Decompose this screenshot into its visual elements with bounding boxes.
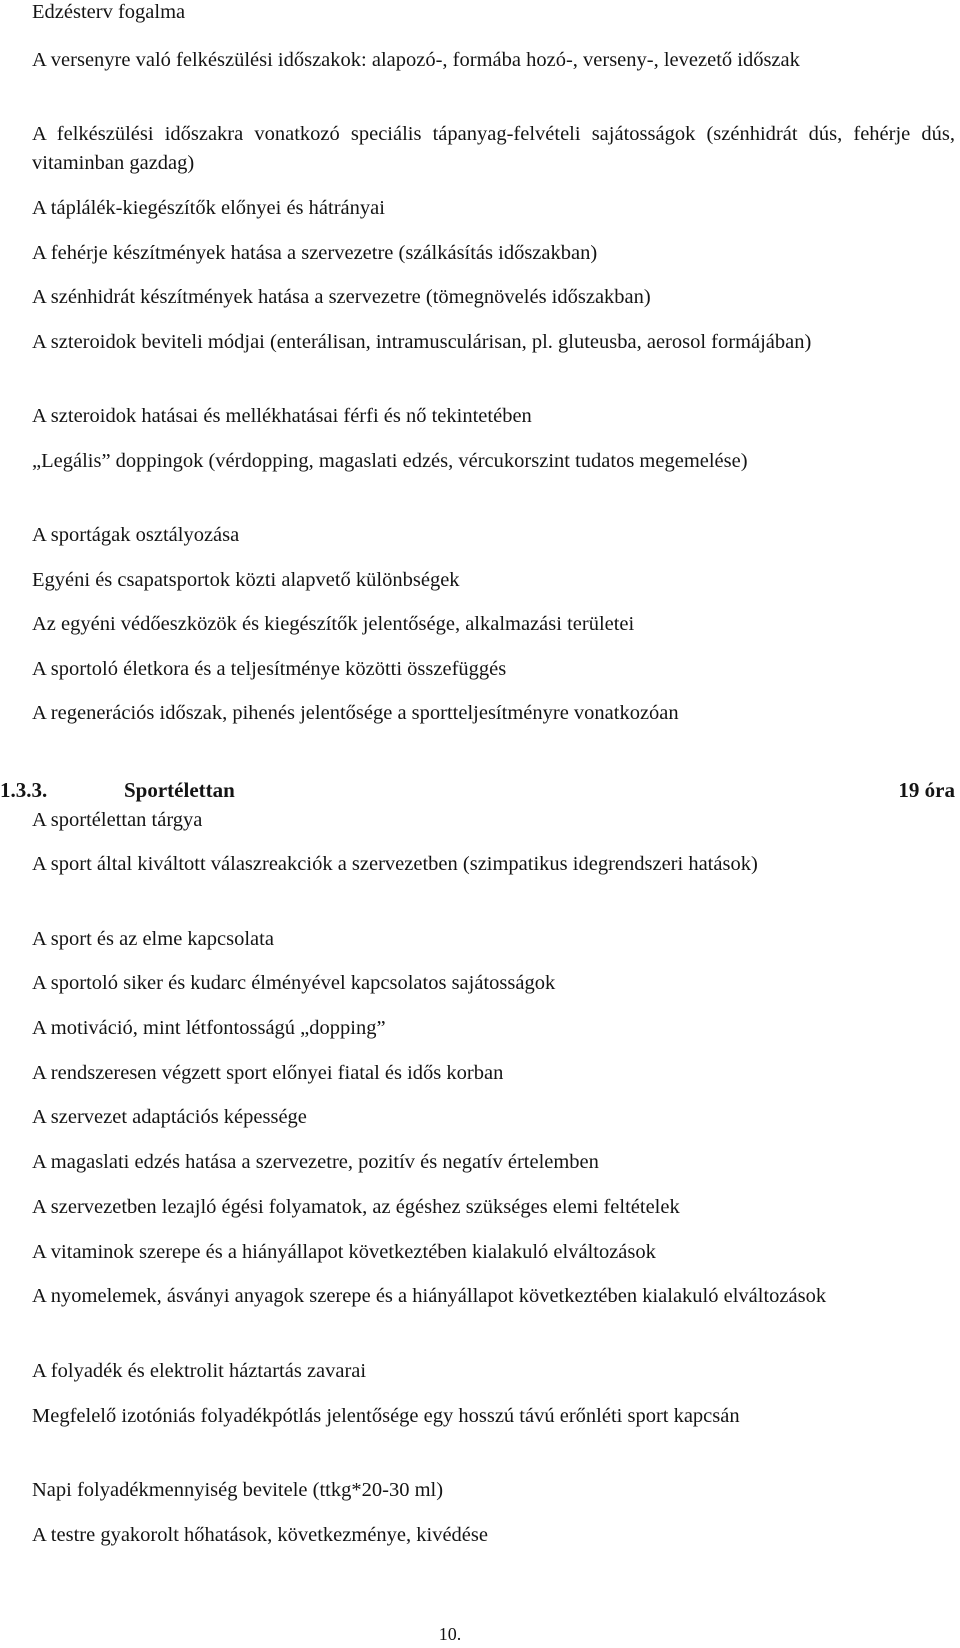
list-item: A magaslati edzés hatása a szervezetre, pozitív és negatív értelemben (32, 1151, 599, 1173)
list-item: Edzésterv fogalma (32, 1, 186, 23)
list-item: A szervezetben lezajló égési folyamatok, az égéshez szükséges elemi feltételek (32, 1196, 680, 1218)
list-item: A szteroidok beviteli módjai (enterálisan, intramusculárisan, pl. gluteusba, aerosol formájában) (32, 331, 812, 353)
list-item: A vitaminok szerepe és a hiányállapot következtében kialakuló elváltozások (32, 1241, 656, 1263)
list-item: Megfelelő izotóniás folyadékpótlás jelentősége egy hosszú távú erőnléti sport kapcsán (32, 1405, 740, 1427)
list-item: A sportoló életkora és a teljesítménye közötti összefüggés (32, 658, 507, 680)
list-item: A szervezet adaptációs képessége (32, 1106, 307, 1128)
list-item: Napi folyadékmennyiség bevitele (ttkg*20-30 ml) (32, 1479, 444, 1501)
list-item: Az egyéni védőeszközök és kiegészítők jelentősége, alkalmazási területei (32, 613, 635, 635)
list-item: A testre gyakorolt hőhatások, következménye, kivédése (32, 1524, 488, 1546)
list-item: Egyéni és csapatsportok közti alapvető különbségek (32, 569, 460, 591)
section-hours: 19 óra (898, 778, 955, 802)
list-item: A nyomelemek, ásványi anyagok szerepe és a hiányállapot következtében kialakuló elváltozások (32, 1285, 827, 1307)
section-number: 1.3.3. (0, 778, 48, 802)
list-item: A táplálék-kiegészítők előnyei és hátrányai (32, 197, 385, 219)
list-item: A folyadék és elektrolit háztartás zavarai (32, 1360, 367, 1382)
list-item: A sportélettan tárgya (32, 809, 203, 831)
page-number: 10. (438, 1624, 462, 1644)
list-item: A felkészülési időszakra vonatkozó speciális tápanyag-felvételi sajátosságok (szénhidrát dús, fehérje dús, vitaminban gazdag) (32, 123, 955, 174)
list-item: A sportágak osztályozása (32, 524, 240, 546)
list-item: A sport és az elme kapcsolata (32, 928, 274, 950)
list-item: A regenerációs időszak, pihenés jelentősége a sportteljesítményre vonatkozóan (32, 702, 679, 724)
section-title: Sportélettan (124, 778, 235, 802)
list-item: „Legális” doppingok (vérdopping, magaslati edzés, vércukorszint tudatos megemelése) (32, 450, 748, 472)
list-item: A szénhidrát készítmények hatása a szervezetre (tömegnövelés időszakban) (32, 286, 651, 308)
list-item: A sport által kiváltott válaszreakciók a szervezetben (szimpatikus idegrendszeri hatások) (32, 853, 758, 875)
list-item: A versenyre való felkészülési időszakok: alapozó-, formába hozó-, verseny-, levezető időszak (32, 49, 800, 71)
list-item: A fehérje készítmények hatása a szervezetre (szálkásítás időszakban) (32, 242, 598, 264)
list-item: A sportoló siker és kudarc élményével kapcsolatos sajátosságok (32, 972, 556, 994)
list-item: A motiváció, mint létfontosságú „dopping” (32, 1017, 386, 1039)
list-item: A szteroidok hatásai és mellékhatásai férfi és nő tekintetében (32, 405, 532, 427)
list-item: A rendszeresen végzett sport előnyei fiatal és idős korban (32, 1062, 504, 1084)
